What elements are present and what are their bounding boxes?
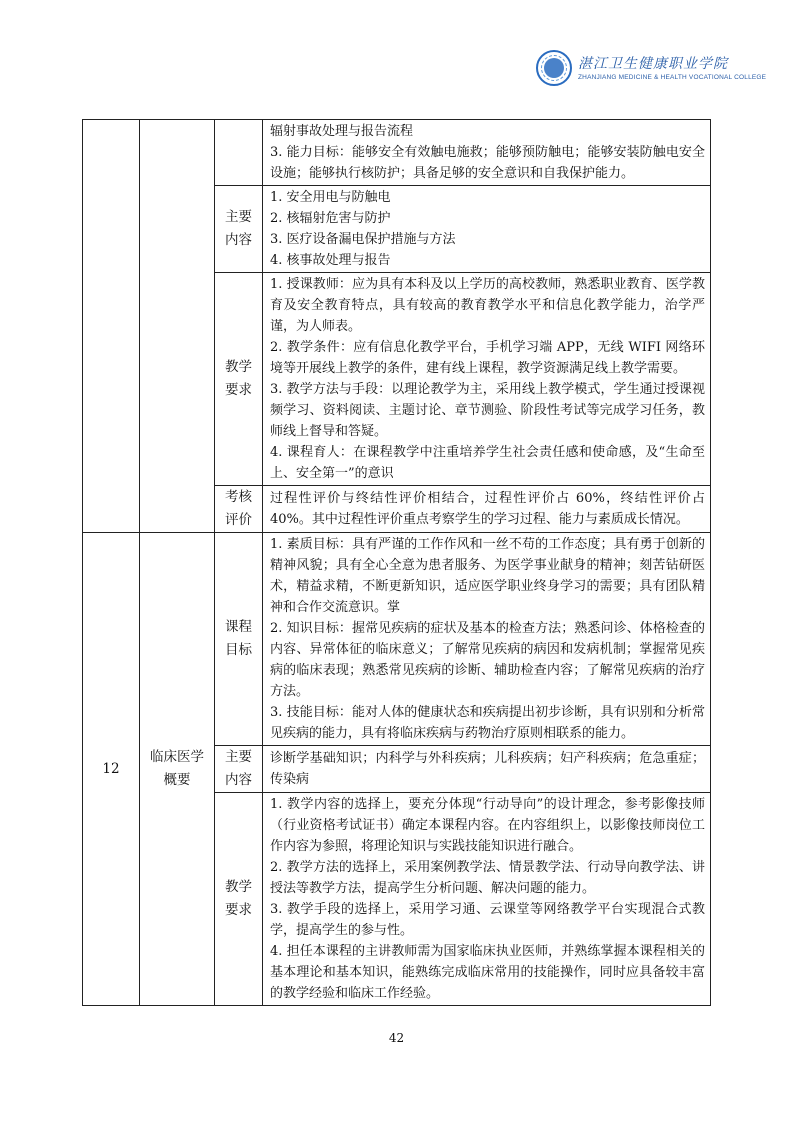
requirements-cell xyxy=(263,273,711,486)
content-label: 主要内容 xyxy=(215,186,263,273)
objective-item: 1. 素质目标：具有严谨的工作作风和一丝不苟的工作态度；具有勇于创新的精神风貌；具有全心全意为患者服务、为医学事业献身的精神；刻苦钻研医术，精益求精，不断更新知识，适应医学职业终身学习的需要；具有团队精神和合作交流意识。掌 xyxy=(270,537,705,615)
objective-item: 辐射事故处理与报告流程 xyxy=(270,124,414,139)
curriculum-table xyxy=(82,119,711,1006)
assessment-cell: 过程性评价与终结性评价相结合，过程性评价占 60%，终结性评价占 40%。其中过程性评价重点考察学生的学习过程、能力与素质成长情况。 xyxy=(263,486,711,533)
requirement-item: 2. 教学方法的选择上，采用案例教学法、情景教学法、行动导向教学法、讲授法等教学方法，提高学生分析问题、解决问题的能力。 xyxy=(270,860,705,896)
logo-english-name: ZHANJIANG MEDICINE & HEALTH VOCATIONAL COLLEGE xyxy=(578,73,767,81)
requirement-item: 4. 课程育人：在课程教学中注重培养学生社会责任感和使命感，及“生命至上、安全第一”的意识 xyxy=(270,445,705,481)
content-cell: 诊断学基础知识；内科学与外科疾病；儿科疾病；妇产科疾病；危急重症；传染病 xyxy=(263,746,711,793)
requirement-item: 3. 教学手段的选择上，采用学习通、云课堂等网络教学平台实现混合式教学，提高学生的参与性。 xyxy=(270,902,705,938)
content-item: 3. 医疗设备漏电保护措施与方法 xyxy=(270,232,456,247)
content-item: 4. 核事故处理与报告 xyxy=(270,253,391,268)
course-name: 临床医学概要 xyxy=(140,533,215,1006)
content-label: 主要内容 xyxy=(215,746,263,793)
requirement-item: 2. 教学条件：应有信息化教学平台，手机学习端 APP，无线 WIFI 网络环境等开展线上教学的条件，建有线上课程，教学资源满足线上教学需要。 xyxy=(270,340,705,376)
objectives-cell xyxy=(263,533,711,746)
content-cell xyxy=(263,186,711,273)
objectives-continued-cell xyxy=(263,120,711,186)
requirements-label: 教学要求 xyxy=(215,793,263,1006)
assessment-label: 考核评价 xyxy=(215,486,263,533)
content-item: 1. 安全用电与防触电 xyxy=(270,190,391,205)
objectives-label: 课程目标 xyxy=(215,533,263,746)
table-row xyxy=(83,533,711,746)
content-item: 2. 核辐射危害与防护 xyxy=(270,211,391,226)
requirements-cell xyxy=(263,793,711,1006)
requirement-item: 3. 教学方法与手段：以理论教学为主，采用线上教学模式，学生通过授课视频学习、资料阅读、主题讨论、章节测验、阶段性考试等完成学习任务，教师线上督导和答疑。 xyxy=(270,382,705,439)
logo-chinese-name: 湛江卫生健康职业学院 xyxy=(578,55,728,72)
objective-item: 3. 能力目标：能够安全有效触电施救；能够预防触电；能够安装防触电安全设施；能够执行核防护；具备足够的安全意识和自我保护能力。 xyxy=(270,145,705,181)
objectives-label-cell-continued xyxy=(215,120,263,186)
course-cell-continued xyxy=(140,120,215,533)
requirement-item: 1. 授课教师：应为具有本科及以上学历的高校教师，熟悉职业教育、医学教育及安全教育特点，具有较高的教育教学水平和信息化教学能力，治学严谨，为人师表。 xyxy=(270,277,705,334)
table-row xyxy=(83,120,711,186)
requirement-item: 1. 教学内容的选择上，要充分体现“行动导向”的设计理念，参考影像技师（行业资格考试证书）确定本课程内容。在内容组织上，以影像技师岗位工作内容为参照，将理论知识与实践技能知识进行融合。 xyxy=(270,797,705,854)
number-cell-continued xyxy=(83,120,140,533)
requirements-label: 教学要求 xyxy=(215,273,263,486)
course-number: 12 xyxy=(83,533,140,1006)
requirement-item: 4. 担任本课程的主讲教师需为国家临床执业医师，并熟练掌握本课程相关的基本理论和基本知识，能熟练完成临床常用的技能操作，同时应具备较丰富的教学经验和临床工作经验。 xyxy=(270,944,705,1001)
college-logo xyxy=(536,48,768,88)
college-seal-icon xyxy=(536,50,572,86)
objective-item: 2. 知识目标：握常见疾病的症状及基本的检查方法；熟悉问诊、体格检查的内容、异常体征的临床意义；了解常见疾病的病因和发病机制；掌握常见疾病的临床表现；熟悉常见疾病的诊断、辅助检查内容；了解常见疾病的治疗方法。 xyxy=(270,621,705,699)
page-number: 42 xyxy=(388,1031,405,1045)
objective-item: 3. 技能目标：能对人体的健康状态和疾病提出初步诊断，具有识别和分析常见疾病的能力，具有将临床疾病与药物治疗原则相联系的能力。 xyxy=(270,705,705,741)
